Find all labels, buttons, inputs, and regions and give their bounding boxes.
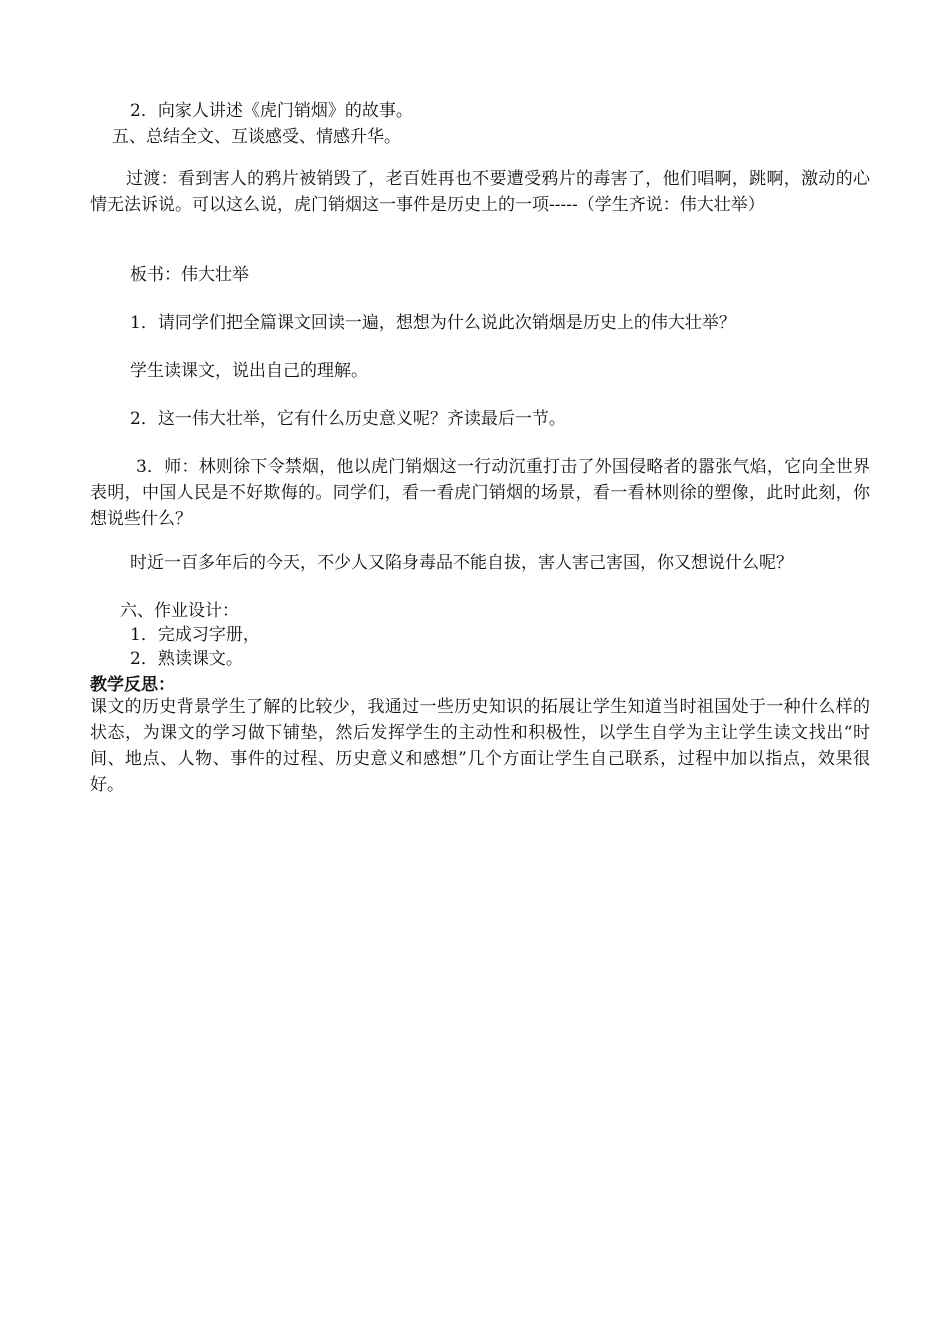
modern-question-line: 时近一百多年后的今天，不少人又陷身毒品不能自拔，害人害己害国，你又想说什么呢？ bbox=[130, 553, 793, 573]
transition-paragraph: 过渡：看到害人的鸦片被销毁了，老百姓再也不要遭受鸦片的毒害了，他们唱啊，跳啊，激动的心情无法诉说。可以这么说，虎门销烟这一事件是历史上的一项-----（学生齐说：伟大壮举） bbox=[90, 169, 870, 215]
teacher-paragraph: 3．师：林则徐下令禁烟，他以虎门销烟这一行动沉重打击了外国侵略者的嚣张气焰，它向全世界表明，中国人民是不好欺侮的。同学们，看一看虎门销烟的场景，看一看林则徐的塑像，此时此刻，你想说些什么？ bbox=[90, 457, 870, 529]
student-activity-line: 学生读课文，说出自己的理解。 bbox=[130, 361, 368, 381]
reflection-heading: 教学反思： bbox=[90, 675, 175, 695]
question-two: 2．这一伟大壮举，它有什么历史意义呢？齐读最后一节。 bbox=[130, 409, 566, 429]
homework-item-1: 1．完成习字册， bbox=[130, 625, 260, 645]
homework-story-line: 2．向家人讲述《虎门销烟》的故事。 bbox=[130, 101, 413, 121]
section-five-heading: 五、总结全文、互谈感受、情感升华。 bbox=[112, 127, 401, 147]
homework-item-2: 2．熟读课文。 bbox=[130, 649, 243, 669]
reflection-paragraph: 课文的历史背景学生了解的比较少，我通过一些历史知识的拓展让学生知道当时祖国处于一种什么样的状态，为课文的学习做下铺垫，然后发挥学生的主动性和积极性，以学生自学为主让学生读文找出“时间、地点、人物、事件的过程、历史意义和感想”几个方面让学生自己联系，过程中加以指点，效果很好。 bbox=[90, 697, 870, 795]
blackboard-line: 板书：伟大壮举 bbox=[130, 265, 249, 285]
homework-heading: 六、作业设计： bbox=[120, 601, 239, 621]
question-one: 1．请同学们把全篇课文回读一遍，想想为什么说此次销烟是历史上的伟大壮举？ bbox=[130, 313, 736, 333]
